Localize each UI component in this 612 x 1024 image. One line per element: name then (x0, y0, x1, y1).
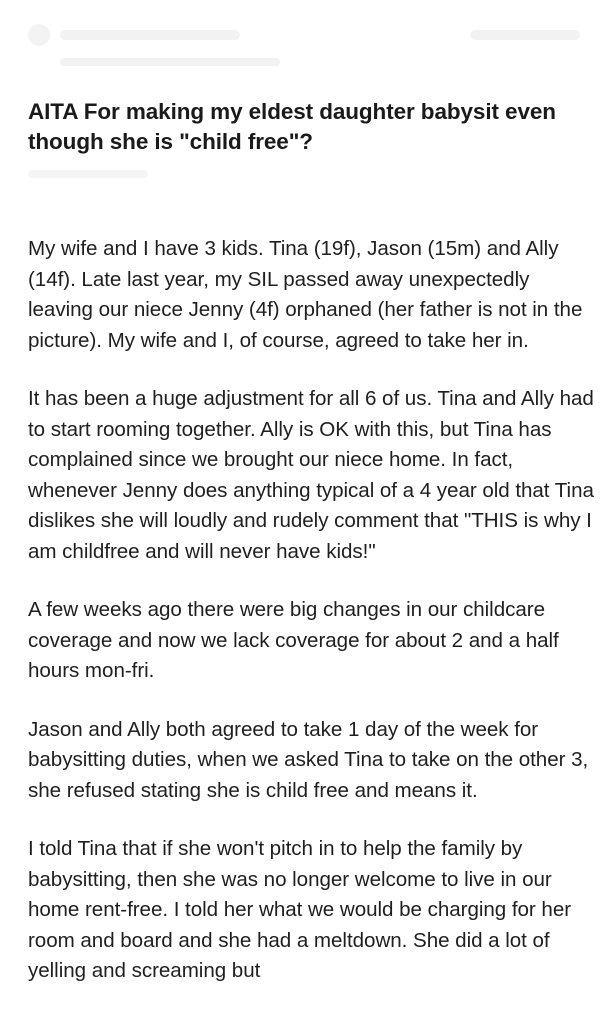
post-paragraph: Jason and Ally both agreed to take 1 day of the week for babysitting duties, when we asked Tina to take on the other 3, she refused stating she is child free and means it. (28, 717, 589, 802)
faded-header-area (0, 0, 612, 90)
faded-avatar (28, 24, 50, 46)
post-paragraph: A few weeks ago there were big changes in our childcare coverage and now we lack coverage for about 2 and a half hours mon-fri. (28, 598, 559, 682)
post-paragraph: It has been a huge adjustment for all 6 of us. Tina and Ally had to start rooming together. Ally is OK with this, but Tina has complained since we brought our niece home. In fact, whenever Jenny does anything typical of a 4 year old that Tina dislikes she will loudly and rudely comment that "THIS is why I am childfree and will never have kids!" (28, 387, 594, 563)
faded-username-line (60, 30, 240, 40)
post-paragraph: I told Tina that if she won't pitch in to help the family by babysitting, then she was no longer welcome to live in our home rent-free. I told her what we would be charging for her room and board and she had a meltdown. She did a lot of yelling and screaming but (28, 837, 572, 982)
post-body (28, 234, 598, 1015)
faded-action-line (470, 30, 580, 40)
post-paragraph: My wife and I have 3 kids. Tina (19f), Jason (15m) and Ally (14f). Late last year, my SIL passed away unexpectedly leaving our niece Jenny (4f) orphaned (her father is not in the picture). My wife and I, of course, agreed to take her in. (28, 237, 583, 352)
post-title: AITA For making my eldest daughter babysit even though she is "child free"? (28, 99, 556, 154)
faded-flair-line (28, 170, 148, 178)
faded-meta-line (60, 58, 280, 66)
